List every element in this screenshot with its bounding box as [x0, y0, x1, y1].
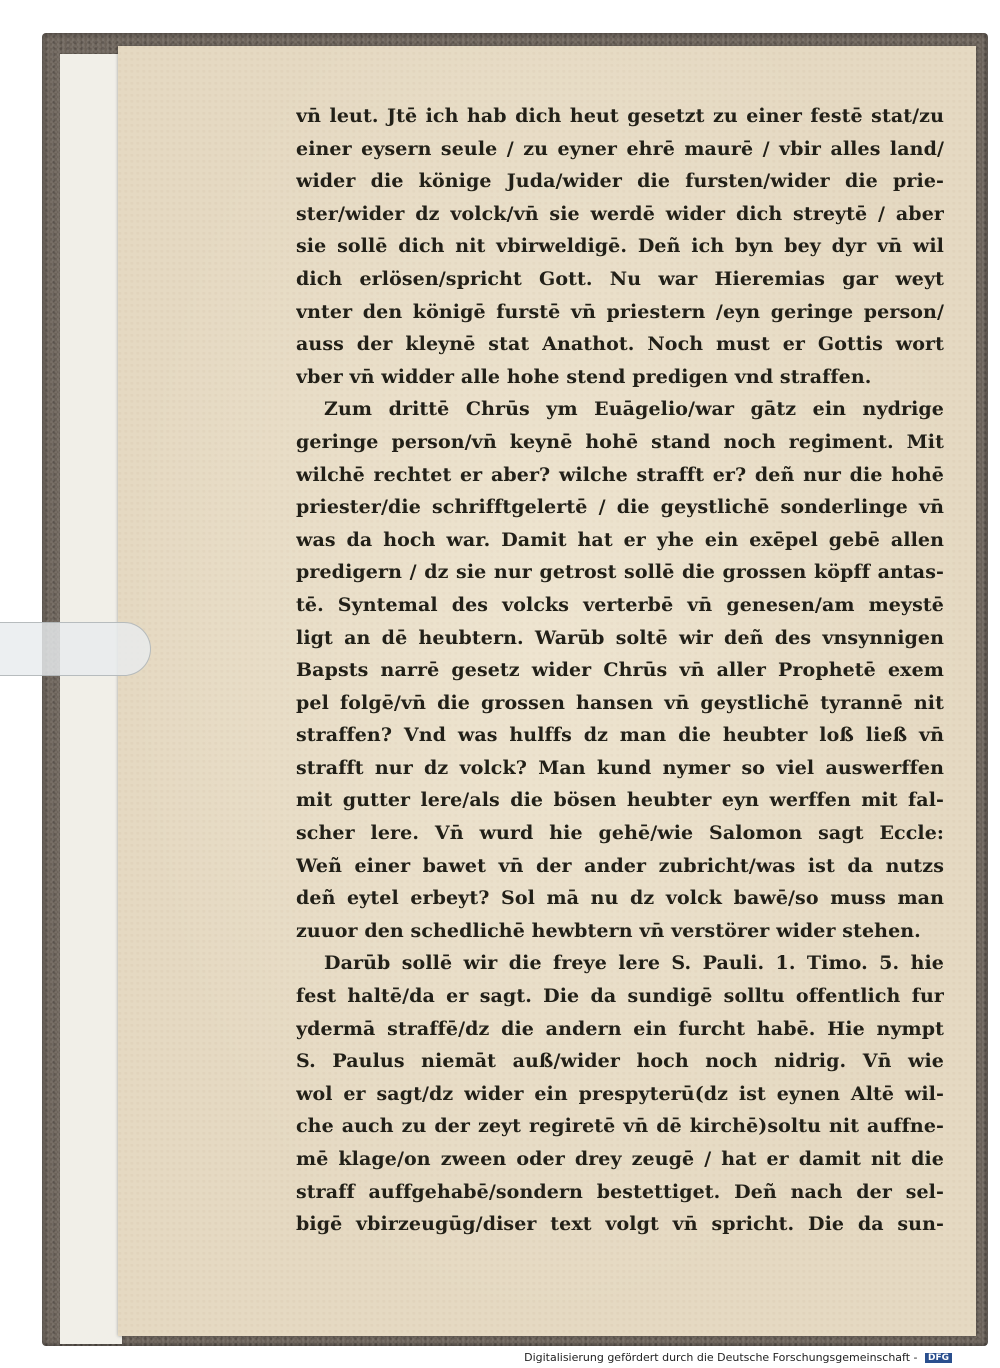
- digitization-credit-text: Digitalisierung gefördert durch die Deutsche Forschungsgemeinschaft -: [524, 1351, 918, 1364]
- dfg-logo: DFG: [925, 1353, 952, 1363]
- text-line: vnter den königē furstē vn̄ priestern /eyn geringe person/: [296, 300, 944, 323]
- page-text-block: [296, 100, 944, 1241]
- digitization-credit: [524, 1351, 952, 1364]
- flyleaf-page-edge: [60, 54, 122, 1344]
- text-line: che auch zu der zeyt regiretē vn̄ dē kirchē)soltu nit auffne-: [296, 1115, 944, 1138]
- text-line: bigē vbirzeugūg/diser text volgt vn̄ spricht. Die da sun-: [296, 1213, 944, 1236]
- text-line: wider die könige Juda/wider die fursten/wider die prie-: [296, 170, 944, 193]
- text-line: straffen? Vnd was hulffs dz man die heubter loß ließ vn̄: [296, 724, 944, 747]
- text-line: Weñ einer bawet vn̄ der ander zubricht/was ist da nutzs: [296, 854, 944, 877]
- page-holder-clip: [0, 622, 151, 676]
- text-line: tē. Syntemal des volcks verterbē vn̄ genesen/am meystē: [296, 593, 944, 616]
- text-line: mē klage/on zween oder drey zeugē / hat er damit nit die: [296, 1148, 944, 1170]
- text-line: vber vn̄ widder alle hohe stend predigen vnd straffen.: [296, 365, 872, 388]
- text-line: scher lere. Vn̄ wurd hie gehē/wie Salomon sagt Eccle:: [296, 822, 944, 845]
- text-line: einer eysern seule / zu eyner ehrē maurē / vbir alles land/: [296, 137, 944, 160]
- text-line: geringe person/vn̄ keynē hohē stand noch regiment. Mit: [296, 430, 944, 453]
- text-line: ligt an dē heubtern. Warūb soltē wir deñ des vnsynnigen: [296, 626, 944, 649]
- text-line: vn̄ leut. Jtē ich hab dich heut gesetzt zu einer festē stat/zu: [296, 105, 944, 127]
- text-line: strafft nur dz volck? Man kund nymer so viel auswerffen: [296, 756, 944, 779]
- text-line: fest haltē/da er sagt. Die da sundigē solltu offentlich fur: [296, 985, 944, 1008]
- text-line: ydermā straffē/dz die andern ein furcht habē. Hie nympt: [296, 1017, 944, 1040]
- text-line: priester/die schrifftgelertē / die geystlichē sonderlinge vn̄: [296, 496, 944, 519]
- text-line: mit gutter lere/als die bösen heubter eyn werffen mit fal-: [296, 789, 944, 812]
- text-line: was da hoch war. Damit hat er yhe ein exēpel gebē allen: [296, 528, 944, 551]
- text-line: deñ eytel erbeyt? Sol mā nu dz volck bawē/so muss man: [296, 887, 944, 910]
- text-line: Darūb sollē wir die freye lere S. Pauli. 1. Timo. 5. hie: [324, 952, 944, 975]
- text-line: dich erlösen/spricht Gott. Nu war Hieremias gar weyt: [296, 267, 944, 290]
- text-line: straff auffgehabē/sondern bestettiget. Deñ nach der sel-: [296, 1180, 944, 1203]
- text-line: Zum drittē Chrūs ym Euāgelio/war gātz ein nydrige: [324, 398, 944, 421]
- text-line: zuuor den schedlichē hewbtern vn̄ verstörer wider stehen.: [296, 919, 921, 942]
- text-line: ster/wider dz volck/vn̄ sie werdē wider dich streytē / aber: [296, 202, 944, 225]
- text-line: predigern / dz sie nur getrost sollē die grossen köpff antas-: [296, 561, 944, 584]
- text-line: pel folgē/vn̄ die grossen hansen vn̄ geystlichē tyrannē nit: [296, 691, 944, 714]
- text-line: wilchē rechtet er aber? wilche strafft er? deñ nur die hohē: [296, 463, 944, 486]
- text-line: auss der kleynē stat Anathot. Noch must er Gottis wort: [296, 333, 944, 356]
- text-line: S. Paulus niemāt auß/wider hoch noch nidrig. Vn̄ wie: [296, 1050, 944, 1073]
- text-line: sie sollē dich nit vbirweldigē. Deñ ich byn bey dyr vn̄ wil: [296, 235, 944, 258]
- text-line: wol er sagt/dz wider ein prespyterū(dz ist eynen Altē wil-: [296, 1082, 944, 1105]
- text-line: Bapsts narrē gesetz wider Chrūs vn̄ aller Prophetē exem: [296, 659, 944, 682]
